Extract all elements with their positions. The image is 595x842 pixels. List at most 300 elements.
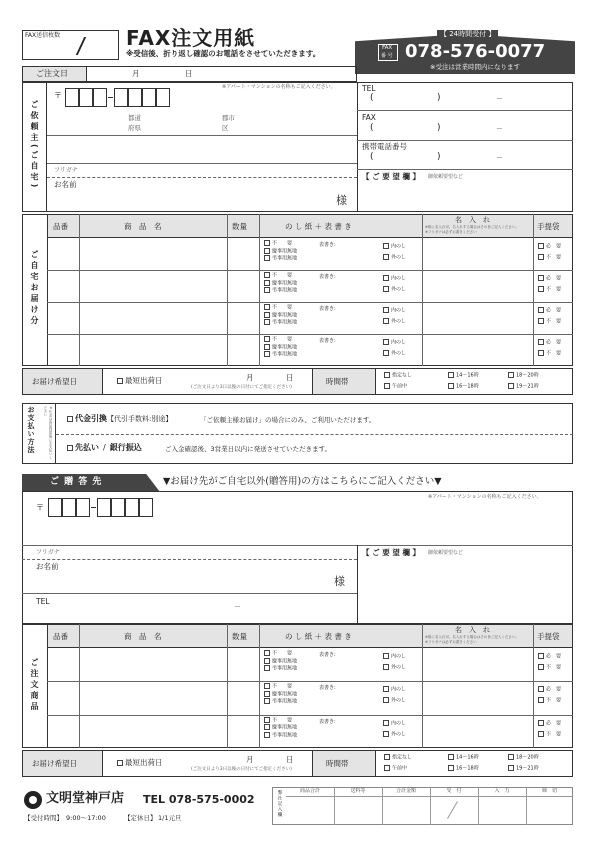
gift-request-label: 【 ご 要 望 欄 】: [362, 548, 421, 557]
col-name: 名 入 れ: [455, 626, 490, 634]
bag-checkbox[interactable]: [538, 318, 544, 324]
noshi-checkbox[interactable]: [264, 717, 270, 723]
noshi-type-checkbox[interactable]: [383, 307, 389, 313]
noshi-type-checkbox[interactable]: [383, 350, 389, 356]
col-divider: [227, 214, 228, 366]
col-divider: [227, 624, 228, 748]
noshi-option-text: 不 要: [272, 336, 293, 343]
gift-bag-option[interactable]: [538, 720, 561, 728]
slot-checkbox[interactable]: [508, 754, 514, 760]
bag-checkbox[interactable]: [538, 686, 544, 692]
noshi-type-checkbox[interactable]: [383, 243, 389, 249]
noshi-checkbox[interactable]: [264, 312, 270, 318]
bag-checkbox[interactable]: [538, 350, 544, 356]
noshi-type-text: 内のし: [391, 307, 407, 314]
noshi-type-checkbox[interactable]: [383, 731, 389, 737]
gift-tel-input[interactable]: [60, 597, 350, 621]
noshi-checkbox[interactable]: [264, 698, 270, 704]
noshi-type-text: 内のし: [391, 339, 407, 346]
gift-qty-input[interactable]: [229, 650, 257, 679]
noshi-checkbox[interactable]: [264, 255, 270, 261]
gift-postal-box[interactable]: [139, 498, 153, 517]
slot-text: 16～18時: [456, 765, 479, 772]
gift-postal-mark: 〒: [36, 503, 44, 512]
bag-checkbox[interactable]: [538, 697, 544, 703]
office-col-header: 締 切: [541, 788, 557, 794]
home-bag-option[interactable]: [538, 350, 561, 358]
gift-noshi-type-option[interactable]: [383, 664, 406, 672]
home-omote-label: 表書き:: [319, 306, 336, 312]
gift-omote-label: 表書き:: [319, 685, 336, 692]
office-col-input[interactable]: [335, 797, 381, 824]
form-title: FAX注文用紙: [126, 26, 256, 50]
noshi-type-text: 外のし: [391, 254, 407, 261]
home-section-title: ご自宅お届け分: [30, 250, 39, 327]
payment-title: お支払い方法: [27, 406, 35, 454]
noshi-option-text: 弔事用無地: [272, 319, 298, 326]
noshi-type-text: 外のし: [391, 697, 407, 704]
home-noshi-type-option[interactable]: [383, 254, 406, 262]
bag-option-text: 必 要: [546, 307, 562, 314]
orderer-divider: [357, 82, 358, 212]
gift-item-no-input[interactable]: [49, 650, 77, 679]
gift-noshi-option[interactable]: [264, 665, 297, 673]
gift-postal-box[interactable]: [97, 498, 111, 517]
gift-noshi-type-option[interactable]: [383, 686, 406, 694]
bag-option-text: 必 要: [546, 339, 562, 346]
home-qty-input[interactable]: [229, 336, 257, 364]
col-noshi: の し 紙 ＋ 表 書 き: [285, 222, 352, 231]
home-name-input[interactable]: [424, 304, 531, 332]
office-col-input[interactable]: [287, 797, 333, 824]
noshi-type-checkbox[interactable]: [383, 286, 389, 292]
request-input[interactable]: [360, 184, 570, 210]
gift-divider: [357, 545, 358, 624]
fax-count-label: FAX送信枚数: [25, 32, 61, 39]
slot-checkbox[interactable]: [384, 754, 390, 760]
gift-furigana-line: [22, 559, 357, 560]
gift-noshi-type-option[interactable]: [383, 653, 406, 661]
bag-option-text: 不 要: [546, 254, 562, 261]
gift-postal-box[interactable]: [125, 498, 139, 517]
home-product-input[interactable]: [81, 272, 225, 300]
fax-line: [357, 140, 573, 141]
home-omote-input[interactable]: [338, 337, 380, 363]
tel-paren-open: (: [370, 93, 374, 103]
home-row-line: [47, 334, 573, 335]
noshi-type-checkbox[interactable]: [383, 686, 389, 692]
bag-checkbox[interactable]: [538, 243, 544, 249]
gift-bag-option[interactable]: [538, 686, 561, 694]
slot-16-18[interactable]: [448, 383, 479, 391]
home-noshi-option[interactable]: [264, 287, 297, 295]
home-omote-input[interactable]: [338, 241, 380, 267]
noshi-type-checkbox[interactable]: [383, 318, 389, 324]
slot-18-20[interactable]: [508, 372, 539, 380]
noshi-type-text: 内のし: [391, 275, 407, 282]
gift-delivery-label: お届け希望日: [32, 759, 77, 768]
mobile-label: 携帯電話番号: [362, 142, 407, 151]
gift-tel-dash: －: [234, 603, 241, 611]
delivery-row: [22, 368, 573, 395]
gift-request-input[interactable]: [360, 560, 570, 620]
gift-noshi-type-option[interactable]: [383, 697, 406, 705]
noshi-option-text: 慶事用無地: [272, 724, 298, 731]
gift-bag-option[interactable]: [538, 664, 561, 672]
postal-box[interactable]: [114, 88, 128, 107]
noshi-checkbox[interactable]: [264, 658, 270, 664]
gift-item-no-input[interactable]: [49, 717, 77, 746]
noshi-type-text: 外のし: [391, 286, 407, 293]
gift-bag-option[interactable]: [538, 697, 561, 705]
order-day: 日: [185, 69, 193, 78]
slot-text: 午前中: [392, 765, 408, 772]
home-noshi-option[interactable]: [264, 351, 297, 359]
shop-name: 文明堂神戸店: [46, 791, 125, 806]
home-product-input[interactable]: [81, 240, 225, 268]
home-bag-option[interactable]: [538, 243, 561, 251]
prepay-note: ご入金確認後、3営業日以内に発送させていただきます。: [165, 445, 332, 453]
hours-badge: 【 24時間受付 】: [437, 30, 498, 39]
col-name: 名 入 れ: [455, 216, 490, 224]
home-noshi-type-option[interactable]: [383, 307, 406, 315]
slot-checkbox[interactable]: [448, 754, 454, 760]
home-bag-option[interactable]: [538, 307, 561, 315]
request-note: 御依頼要望など: [428, 174, 464, 180]
noshi-checkbox[interactable]: [264, 336, 270, 342]
noshi-checkbox[interactable]: [264, 287, 270, 293]
gift-slot-19-21[interactable]: [508, 765, 539, 773]
gift-postal-box[interactable]: [48, 498, 62, 517]
noshi-checkbox[interactable]: [264, 650, 270, 656]
slot-text: 指定なし: [392, 754, 413, 761]
gift-time-label: 時間帯: [326, 759, 349, 768]
gift-postal-hyphen: [91, 507, 96, 508]
gift-address-line: [22, 545, 573, 546]
gift-slot-14-16[interactable]: [448, 754, 479, 762]
noshi-option-text: 慶事用無地: [272, 280, 298, 286]
bag-option-text: 不 要: [546, 731, 562, 738]
fax-label-2: 番 号: [381, 53, 393, 59]
bag-option-text: 必 要: [546, 653, 562, 660]
noshi-checkbox[interactable]: [264, 280, 270, 286]
earliest-option[interactable]: [117, 377, 163, 385]
home-noshi-option[interactable]: [264, 255, 297, 263]
home-noshi-type-option[interactable]: [383, 339, 406, 347]
noshi-type-text: 内のし: [391, 243, 407, 250]
slot-morning[interactable]: [384, 383, 407, 391]
office-col-header: 商品合計: [299, 788, 320, 794]
home-item-no-input[interactable]: [49, 304, 77, 332]
postal-box[interactable]: [79, 88, 93, 107]
gift-earliest-checkbox[interactable]: [117, 760, 123, 766]
noshi-checkbox[interactable]: [264, 351, 270, 357]
slot-text: 14～16時: [456, 754, 479, 761]
col-noshi: の し 紙 ＋ 表 書 き: [285, 632, 352, 641]
noshi-type-checkbox[interactable]: [383, 339, 389, 345]
slot-checkbox[interactable]: [448, 372, 454, 378]
office-col-input[interactable]: [479, 797, 525, 824]
home-noshi-type-option[interactable]: [383, 286, 406, 294]
col-product: 商 品 名: [124, 632, 162, 641]
payment-side-note: ※代金は商品到着後にお支払いください: [44, 406, 53, 459]
home-qty-input[interactable]: [229, 240, 257, 268]
prepay-option[interactable]: [67, 444, 142, 452]
noshi-type-checkbox[interactable]: [383, 697, 389, 703]
gift-noshi-type-option[interactable]: [383, 720, 406, 728]
home-item-no-input[interactable]: [49, 240, 77, 268]
orderer-title: ご依頼主(ご自宅): [30, 100, 39, 191]
noshi-type-text: 外のし: [391, 350, 407, 357]
bag-checkbox[interactable]: [538, 339, 544, 345]
noshi-checkbox[interactable]: [264, 683, 270, 689]
home-noshi-type-option[interactable]: [383, 275, 406, 283]
col-divider: [259, 624, 260, 748]
slot-checkbox[interactable]: [384, 383, 390, 389]
noshi-checkbox[interactable]: [264, 304, 270, 310]
order-month: 月: [132, 69, 140, 78]
postal-box[interactable]: [142, 88, 156, 107]
gift-bag-option[interactable]: [538, 653, 561, 661]
address-input[interactable]: [48, 136, 356, 162]
postal-hyphen: [108, 97, 113, 98]
gift-name-input[interactable]: [424, 683, 531, 712]
tel-dash: －: [496, 95, 503, 103]
slot-checkbox[interactable]: [384, 372, 390, 378]
noshi-option-text: 弔事用無地: [272, 698, 298, 705]
bag-option-text: 不 要: [546, 286, 562, 293]
home-bag-option[interactable]: [538, 339, 561, 347]
noshi-option-text: 弔事用無地: [272, 255, 298, 262]
gift-earliest-option[interactable]: [117, 759, 163, 767]
form-subtitle: ※受信後、折り返し確認のお電話をさせていただきます。: [126, 49, 321, 58]
home-noshi-type-option[interactable]: [383, 318, 406, 326]
slot-none[interactable]: [384, 372, 412, 380]
col-divider: [79, 624, 80, 748]
gift-slot-16-18[interactable]: [448, 765, 479, 773]
col-divider: [533, 624, 534, 748]
col-qty: 数量: [232, 632, 247, 641]
gift-slot-morning[interactable]: [384, 765, 407, 773]
bag-checkbox[interactable]: [538, 307, 544, 313]
gift-postal-box[interactable]: [76, 498, 90, 517]
gift-omote-input[interactable]: [338, 651, 380, 678]
home-product-input[interactable]: [81, 304, 225, 332]
slot-checkbox[interactable]: [508, 383, 514, 389]
slot-checkbox[interactable]: [448, 383, 454, 389]
office-col-header: 受 付: [446, 788, 462, 794]
earliest-checkbox[interactable]: [117, 378, 123, 384]
gift-delivery-day: 日: [286, 755, 294, 764]
furigana-label: フリガナ: [54, 167, 78, 174]
tel-line: [357, 110, 573, 111]
bag-checkbox[interactable]: [538, 653, 544, 659]
slot-text: 指定なし: [392, 372, 413, 379]
bag-option-text: 不 要: [546, 697, 562, 704]
slot-checkbox[interactable]: [448, 765, 454, 771]
bag-checkbox[interactable]: [538, 720, 544, 726]
noshi-checkbox[interactable]: [264, 665, 270, 671]
gift-product-input[interactable]: [81, 650, 225, 679]
office-col-header: 合計金額: [395, 788, 416, 794]
bag-checkbox[interactable]: [538, 254, 544, 260]
slot-checkbox[interactable]: [508, 765, 514, 771]
noshi-checkbox[interactable]: [264, 248, 270, 254]
gift-postal-box[interactable]: [111, 498, 125, 517]
prepay-checkbox[interactable]: [67, 445, 73, 451]
gift-product-input[interactable]: [81, 717, 225, 746]
home-bag-option[interactable]: [538, 254, 561, 262]
bag-checkbox[interactable]: [538, 286, 544, 292]
bag-option-text: 必 要: [546, 720, 562, 727]
mobile-dash: －: [496, 154, 503, 162]
gift-name-input[interactable]: [424, 717, 531, 746]
fax-label: FAX: [382, 45, 393, 51]
slot-checkbox[interactable]: [508, 372, 514, 378]
col-divider: [79, 214, 80, 366]
gift-row-line: [47, 681, 573, 682]
gift-honorific: 様: [334, 575, 345, 588]
cod-option[interactable]: [67, 415, 172, 423]
gift-address-input[interactable]: [24, 520, 570, 544]
gift-slot-18-20[interactable]: [508, 754, 539, 762]
gift-side-divider: [47, 624, 48, 748]
home-bag-option[interactable]: [538, 286, 561, 294]
slot-checkbox[interactable]: [384, 765, 390, 771]
home-noshi-type-option[interactable]: [383, 243, 406, 251]
gift-name-line: [22, 593, 357, 594]
office-col-input[interactable]: [527, 797, 572, 824]
gift-qty-input[interactable]: [229, 683, 257, 712]
bag-checkbox[interactable]: [538, 275, 544, 281]
home-name-input[interactable]: [424, 272, 531, 300]
gift-items-title: ご注文商品: [30, 658, 39, 713]
apartment-note: ※アパート・マンションの名称もご記入ください。: [222, 84, 336, 90]
col-name-note-2: ※フリガナは必ずお書きください: [425, 640, 477, 644]
side-divider: [47, 214, 48, 366]
col-no: 品番: [53, 632, 68, 641]
col-divider: [533, 214, 534, 366]
hours-label: 【受付時間】: [24, 814, 63, 822]
noshi-type-checkbox[interactable]: [383, 254, 389, 260]
gift-name-input[interactable]: [424, 650, 531, 679]
home-qty-input[interactable]: [229, 272, 257, 300]
postal-box[interactable]: [65, 88, 79, 107]
address-line-2: [47, 163, 357, 164]
gift-omote-input[interactable]: [338, 684, 380, 711]
postal-box[interactable]: [93, 88, 107, 107]
home-omote-input[interactable]: [338, 305, 380, 331]
col-name-note-2: ※フリガナは必ずお書きください: [425, 230, 477, 234]
gift-postal-box[interactable]: [62, 498, 76, 517]
cod-note: 「ご依頼主様お届け」の場合にのみ、ご利用いただけます。: [200, 416, 376, 424]
fax-input[interactable]: [378, 123, 563, 136]
city-label: 郡市: [222, 114, 235, 122]
gift-title: ご 贈 答 先: [50, 477, 103, 487]
noshi-checkbox[interactable]: [264, 240, 270, 246]
home-name-input[interactable]: [424, 336, 531, 364]
bag-checkbox[interactable]: [538, 664, 544, 670]
noshi-type-text: 外のし: [391, 318, 407, 325]
noshi-option-text: 慶事用無地: [272, 691, 298, 698]
delivery-day: 日: [286, 373, 294, 382]
slot-14-16[interactable]: [448, 372, 479, 380]
gift-product-input[interactable]: [81, 683, 225, 712]
name-input[interactable]: [90, 180, 330, 210]
gift-item-no-input[interactable]: [49, 683, 77, 712]
noshi-checkbox[interactable]: [264, 344, 270, 350]
noshi-checkbox[interactable]: [264, 272, 270, 278]
gift-name-input[interactable]: [70, 562, 330, 592]
order-date-label: ご注文日: [36, 69, 68, 78]
home-product-input[interactable]: [81, 336, 225, 364]
postal-box[interactable]: [156, 88, 170, 107]
gift-noshi-option[interactable]: [264, 698, 297, 706]
noshi-option-text: 不 要: [272, 272, 293, 279]
noshi-option-text: 弔事用無地: [272, 287, 298, 294]
home-omote-input[interactable]: [338, 273, 380, 299]
home-qty-input[interactable]: [229, 304, 257, 332]
col-name-note: ※紙に名入れ可。名入れする場合はその旨ご記入ください。: [425, 635, 519, 639]
home-noshi-type-option[interactable]: [383, 350, 406, 358]
mobile-input[interactable]: [378, 152, 563, 165]
gift-slot-none[interactable]: [384, 754, 412, 762]
home-noshi-option[interactable]: [264, 319, 297, 327]
gift-qty-input[interactable]: [229, 717, 257, 746]
gift-noshi-type-option[interactable]: [383, 731, 406, 739]
noshi-option-text: 不 要: [272, 650, 293, 657]
home-bag-option[interactable]: [538, 275, 561, 283]
slot-text: 19～21時: [516, 765, 539, 772]
gift-name-label: お名前: [36, 562, 59, 571]
gift-furigana: フリガナ: [36, 549, 60, 556]
noshi-type-checkbox[interactable]: [383, 720, 389, 726]
noshi-type-text: 内のし: [391, 653, 407, 660]
office-col-input[interactable]: [431, 797, 477, 824]
closed-label: 【定休日】: [124, 814, 157, 822]
noshi-checkbox[interactable]: [264, 732, 270, 738]
noshi-checkbox[interactable]: [264, 691, 270, 697]
gift-noshi-option[interactable]: [264, 732, 297, 740]
home-item-no-input[interactable]: [49, 272, 77, 300]
postal-box[interactable]: [128, 88, 142, 107]
noshi-checkbox[interactable]: [264, 319, 270, 325]
postal-mark: 〒: [54, 91, 62, 100]
pref-label: 都道: [128, 114, 141, 122]
noshi-type-checkbox[interactable]: [383, 664, 389, 670]
fax-note: ※受注は営業時間内になります: [430, 63, 520, 71]
tel-input[interactable]: [378, 93, 563, 106]
home-name-input[interactable]: [424, 240, 531, 268]
delivery-note: (ご注文日より3日以後の日付にてご指定ください): [191, 385, 292, 390]
office-col-input[interactable]: [383, 797, 429, 824]
noshi-checkbox[interactable]: [264, 724, 270, 730]
home-bag-option[interactable]: [538, 318, 561, 326]
col-divider: [422, 624, 423, 748]
slot-text: 14～16時: [456, 372, 479, 379]
noshi-type-checkbox[interactable]: [383, 653, 389, 659]
bag-option-text: 不 要: [546, 664, 562, 671]
gift-bag-option[interactable]: [538, 731, 561, 739]
home-item-no-input[interactable]: [49, 336, 77, 364]
gift-omote-input[interactable]: [338, 718, 380, 745]
bag-checkbox[interactable]: [538, 731, 544, 737]
cod-checkbox[interactable]: [67, 416, 73, 422]
noshi-type-checkbox[interactable]: [383, 275, 389, 281]
noshi-option-text: 弔事用無地: [272, 351, 298, 358]
slot-text: 午前中: [392, 383, 408, 390]
slot-19-21[interactable]: [508, 383, 539, 391]
